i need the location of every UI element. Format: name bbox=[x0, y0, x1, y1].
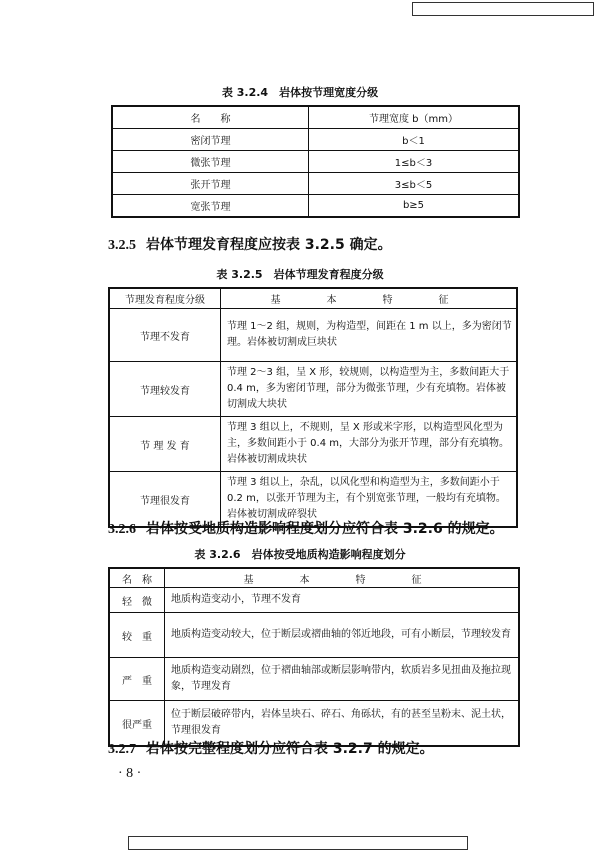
table-row bbox=[112, 195, 519, 218]
header-feature: 基 本 特 征 bbox=[165, 568, 520, 588]
table-row bbox=[112, 173, 519, 195]
cell-name: 宽张节理 bbox=[112, 195, 309, 218]
cell-value: b≥5 bbox=[309, 195, 520, 218]
cell-name: 轻 微 bbox=[109, 588, 165, 613]
cell-feature: 位于断层破碎带内，岩体呈块石、碎石、角砾状，有的甚至呈粉末、泥土状，节理很发育 bbox=[165, 701, 520, 747]
header-width: 节理宽度 b（mm） bbox=[309, 106, 520, 129]
cell-name: 较 重 bbox=[109, 613, 165, 658]
table-3-2-6 bbox=[108, 567, 520, 747]
table-row bbox=[109, 588, 519, 613]
cell-value: 1≤b＜3 bbox=[309, 151, 520, 173]
cell-value: 3≤b＜5 bbox=[309, 173, 520, 195]
header-grade: 节理发育程度分级 bbox=[109, 288, 221, 309]
table-row bbox=[112, 151, 519, 173]
cell-name: 密闭节理 bbox=[112, 129, 309, 151]
table-row bbox=[109, 658, 519, 701]
clause-text: 岩体按完整程度划分应符合表 3.2.7 的规定。 bbox=[146, 741, 434, 757]
cell-value: b＜1 bbox=[309, 129, 520, 151]
table-3-2-5-caption: 表 3.2.5 岩体节理发育程度分级 bbox=[216, 268, 384, 281]
table-row bbox=[109, 309, 517, 362]
footer-box bbox=[128, 836, 468, 850]
cell-grade: 节理不发育 bbox=[109, 309, 221, 362]
table-row bbox=[112, 129, 519, 151]
clause-text: 岩体节理发育程度应按表 3.2.5 确定。 bbox=[146, 237, 392, 253]
clause-3-2-5 bbox=[108, 234, 392, 254]
table-3-2-5 bbox=[108, 287, 518, 528]
cell-feature: 地质构造变动较大，位于断层或褶曲轴的邻近地段，可有小断层，节理较发育 bbox=[165, 613, 520, 658]
page-number: · 8 · bbox=[118, 766, 142, 781]
cell-name: 微张节理 bbox=[112, 151, 309, 173]
table-header-row bbox=[109, 568, 519, 588]
cell-grade: 节理很发育 bbox=[109, 472, 221, 528]
clause-text: 岩体按受地质构造影响程度划分应符合表 3.2.6 的规定。 bbox=[146, 521, 504, 537]
cell-feature: 节理 3 组以上，不规则，呈 X 形或米字形，以构造型风化型为主，多数间距小于 0.4 m，大部分为张开节理，部分有充填物。岩体被切割成块状 bbox=[221, 417, 518, 472]
clause-3-2-7 bbox=[108, 738, 434, 758]
table-row bbox=[109, 613, 519, 658]
cell-name: 很严重 bbox=[109, 701, 165, 747]
clause-3-2-6 bbox=[108, 518, 504, 538]
cell-name: 张开节理 bbox=[112, 173, 309, 195]
header-box bbox=[412, 2, 594, 16]
table-3-2-4-caption: 表 3.2.4 岩体按节理宽度分级 bbox=[221, 86, 379, 99]
table-3-2-4 bbox=[111, 105, 520, 218]
header-name: 名 称 bbox=[109, 568, 165, 588]
header-name: 名 称 bbox=[112, 106, 309, 129]
table-header-row bbox=[112, 106, 519, 129]
table-row bbox=[109, 417, 517, 472]
clause-number: 3.2.7 bbox=[108, 742, 136, 757]
clause-number: 3.2.5 bbox=[108, 238, 136, 253]
cell-grade: 节理较发育 bbox=[109, 362, 221, 417]
table-header-row bbox=[109, 288, 517, 309]
table-row bbox=[109, 362, 517, 417]
cell-feature: 节理 2～3 组，呈 X 形，较规则，以构造型为主，多数间距大于 0.4 m，多为密闭节理，部分为微张节理，少有充填物。岩体被切割成大块状 bbox=[221, 362, 518, 417]
header-feature: 基 本 特 征 bbox=[221, 288, 518, 309]
clause-number: 3.2.6 bbox=[108, 522, 136, 537]
cell-feature: 地质构造变动小，节理不发育 bbox=[165, 588, 520, 613]
cell-grade: 节 理 发 育 bbox=[109, 417, 221, 472]
cell-feature: 节理 1～2 组，规则，为构造型，间距在 1 m 以上，多为密闭节理。岩体被切割成巨块状 bbox=[221, 309, 518, 362]
cell-name: 严 重 bbox=[109, 658, 165, 701]
cell-feature: 地质构造变动剧烈，位于褶曲轴部或断层影响带内，软质岩多见扭曲及拖拉现象，节理发育 bbox=[165, 658, 520, 701]
table-3-2-6-caption: 表 3.2.6 岩体按受地质构造影响程度划分 bbox=[194, 548, 406, 561]
cell-feature: 节理 3 组以上，杂乱，以风化型和构造型为主，多数间距小于 0.2 m，以张开节理为主，有个别宽张节理，一般均有充填物。岩体被切割成碎裂状 bbox=[221, 472, 518, 528]
